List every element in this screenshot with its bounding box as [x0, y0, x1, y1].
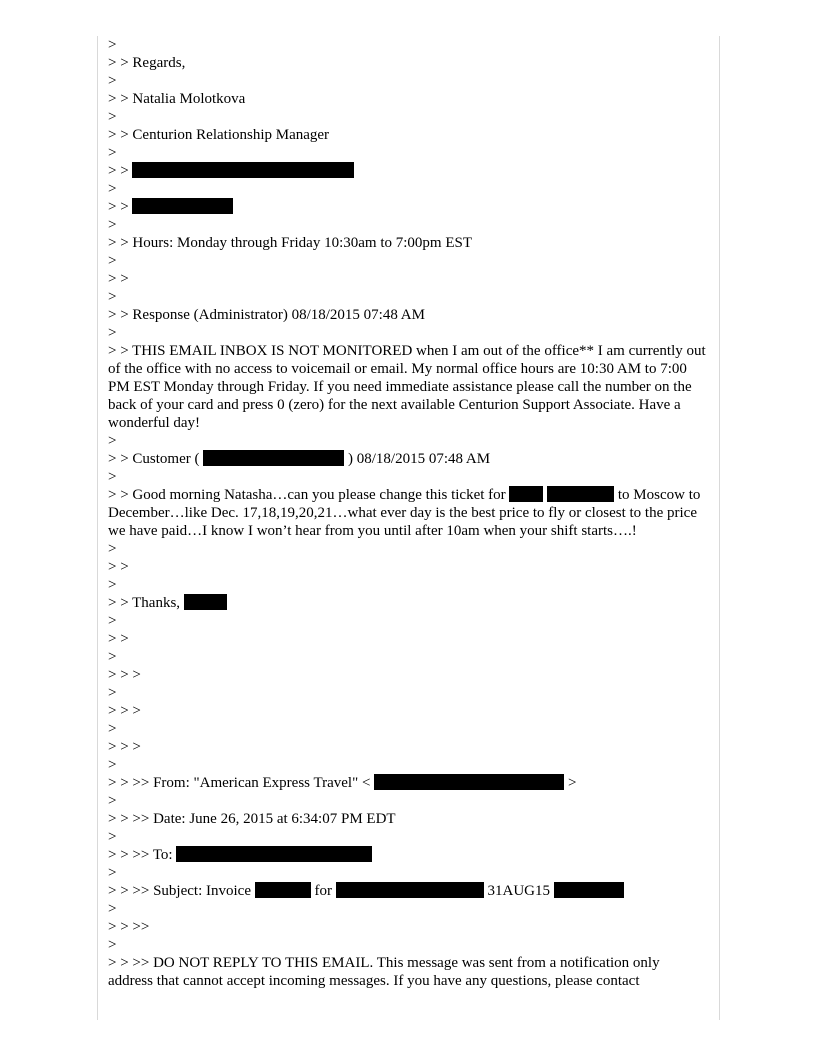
quote-line: > [108, 649, 117, 665]
quote-line: > > [108, 559, 129, 575]
subject-header-line [108, 882, 706, 900]
subject-date: 31AUG15 [487, 883, 554, 899]
from-header-line [108, 774, 706, 792]
right-margin-rule [719, 36, 720, 1020]
quote-prefix: > > [108, 307, 133, 323]
quote-line: > [108, 289, 117, 305]
redaction-block [184, 594, 227, 610]
quote-line: > [108, 109, 117, 125]
quote-line: > [108, 253, 117, 269]
quote-line: > [108, 865, 117, 881]
thanks-text: > > Thanks, [108, 595, 184, 611]
redaction-block [132, 162, 354, 178]
subject-label: > > >> Subject: Invoice [108, 883, 255, 899]
message-text: > > Good morning Natasha…can you please change this ticket for [108, 487, 510, 503]
regards-line [108, 54, 706, 72]
quote-line: > [108, 181, 117, 197]
date-header-line: > > >> Date: June 26, 2015 at 6:34:07 PM EDT [108, 811, 396, 827]
quote-line: > [108, 613, 117, 629]
redacted-contact-line [108, 162, 706, 180]
redacted-contact-line [108, 198, 706, 216]
left-margin-rule [97, 36, 98, 1020]
quote-line: > [108, 757, 117, 773]
redaction-block [176, 846, 372, 862]
quote-prefix: > > [108, 199, 133, 215]
quote-line: > > [108, 631, 129, 647]
signature-title: Centurion Relationship Manager [132, 127, 330, 143]
from-label: > > >> From: "American Express Travel" < [108, 775, 375, 791]
quote-line: > [108, 145, 117, 161]
from-suffix: > [567, 775, 577, 791]
thanks-line [108, 594, 706, 612]
redaction-block [547, 486, 614, 502]
quote-line: > > [108, 271, 129, 287]
customer-prefix: > > Customer ( [108, 451, 200, 467]
response-header: Response (Administrator) 08/18/2015 07:48 AM [132, 307, 425, 323]
quote-line: > [108, 469, 117, 485]
quote-prefix: > > [108, 235, 133, 251]
quote-prefix: > > [108, 55, 133, 71]
email-body [108, 36, 710, 990]
customer-timestamp: ) 08/18/2015 07:48 AM [348, 451, 491, 467]
regards-text: Regards, [132, 55, 186, 71]
auto-reply-paragraph: > > THIS EMAIL INBOX IS NOT MONITORED when I am out of the office** I am currently out of the office with no access to voicemail or email. My normal office hours are 10:30 AM to 7:00 PM EST Monday through Friday. If you need immediate assistance please call the number on the back of your card and press 0 (zero) for the next available Centurion Support Associate. Have a wonderful day! [108, 343, 710, 431]
hours-line [108, 234, 706, 252]
redaction-block [255, 882, 311, 898]
redaction-block [336, 882, 484, 898]
hours-text: Hours: Monday through Friday 10:30am to 7:00pm EST [132, 235, 472, 251]
quote-line: > > > [108, 739, 141, 755]
quote-line: > > > [108, 667, 141, 683]
signature-title-line [108, 126, 706, 144]
signature-name-line [108, 90, 706, 108]
customer-header-line [108, 450, 706, 468]
noreply-paragraph: > > >> DO NOT REPLY TO THIS EMAIL. This message was sent from a notification only address that cannot accept incoming messages. If you have any questions, please contact [108, 955, 664, 989]
quote-prefix: > > [108, 91, 133, 107]
quote-line: > [108, 37, 117, 53]
quote-prefix: > > [108, 163, 133, 179]
response-header-line [108, 306, 706, 324]
customer-message-paragraph [108, 486, 706, 540]
quote-line: > [108, 721, 117, 737]
redaction-block [203, 450, 344, 466]
redaction-block [509, 486, 543, 502]
message-text: to Moscow to December…like Dec. 17,18,19,20,21…what ever day is the best price to fly or closest to the price we have paid…I know I won’t hear from you until after 10am when your shift starts….! [108, 487, 705, 539]
subject-for: for [314, 883, 336, 899]
quote-line: > [108, 541, 117, 557]
quote-line: > [108, 217, 117, 233]
to-label: > > >> To: [108, 847, 177, 863]
redaction-block [554, 882, 624, 898]
quote-line: > [108, 577, 117, 593]
redaction-block [374, 774, 564, 790]
quote-prefix: > > [108, 127, 133, 143]
to-header-line [108, 846, 706, 864]
quote-line: > [108, 433, 117, 449]
signature-name: Natalia Molotkova [132, 91, 246, 107]
quote-line: > [108, 901, 117, 917]
quote-line: > [108, 937, 117, 953]
quote-line: > [108, 685, 117, 701]
quote-line: > [108, 325, 117, 341]
quote-line: > [108, 829, 117, 845]
quote-line: > [108, 73, 117, 89]
quote-line: > > > [108, 703, 141, 719]
quote-line: > [108, 793, 117, 809]
quote-line: > > >> [108, 919, 150, 935]
redaction-block [132, 198, 233, 214]
